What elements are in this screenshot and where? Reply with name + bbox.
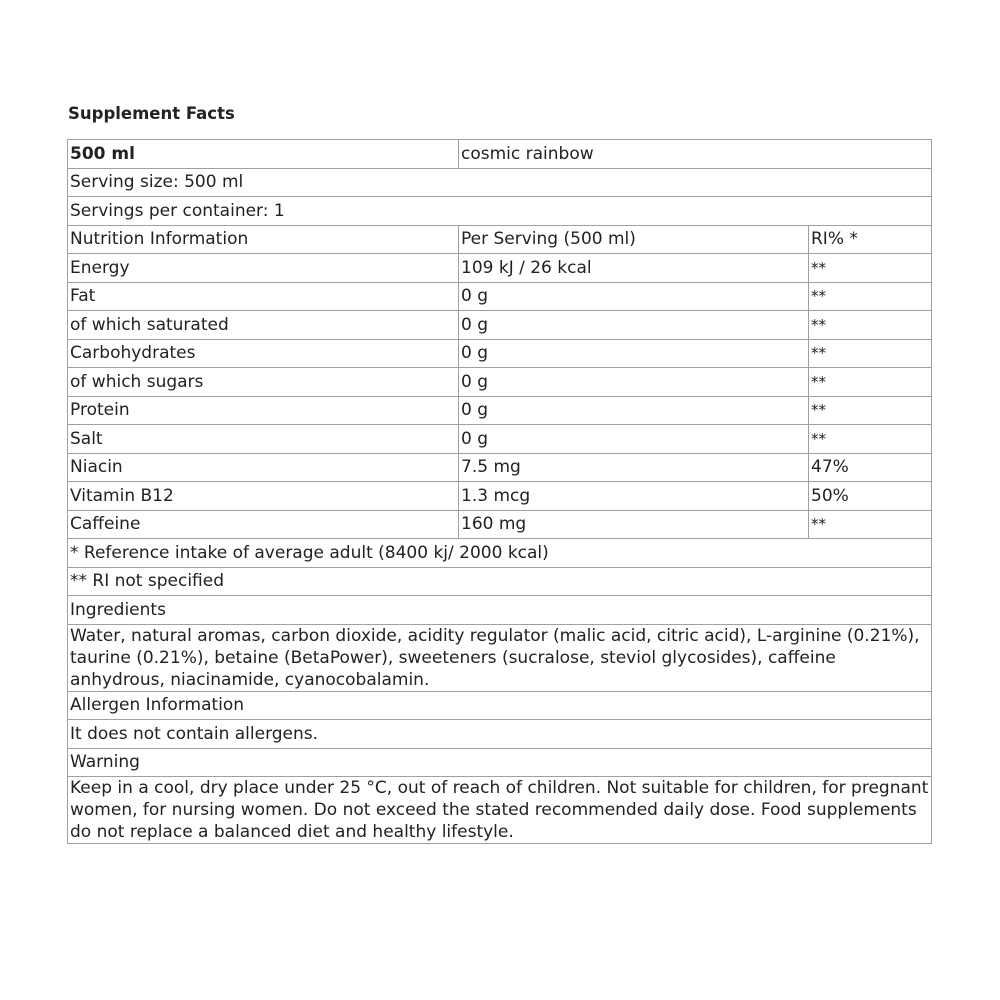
ri-not-specified-note: ** RI not specified [68,567,932,596]
nutrient-name: Vitamin B12 [68,482,459,511]
nutrient-ri: ** [809,510,932,539]
table-row [68,396,932,425]
nutrient-amount: 0 g [459,282,809,311]
nutrient-name: Caffeine [68,510,459,539]
table-row [68,510,932,539]
table-row-servings-per-container [68,197,932,226]
table-row [68,311,932,340]
table-row-warning-heading [68,748,932,777]
nutrient-amount: 0 g [459,311,809,340]
nutrient-name: Salt [68,425,459,454]
warning-text: Keep in a cool, dry place under 25 °C, out of reach of children. Not suitable for children, for pregnant women, for nursing women. Do not exceed the stated recommended daily dose. Food supplements do not replace a balanced diet and healthy lifestyle. [68,777,932,844]
ri-header: RI% * [809,225,932,254]
nutrient-name: Protein [68,396,459,425]
table-row-allergen-text [68,720,932,749]
flavor-cell: cosmic rainbow [459,140,932,169]
table-row [68,339,932,368]
servings-per-container-cell: Servings per container: 1 [68,197,932,226]
nutrient-amount: 0 g [459,396,809,425]
nutrient-amount: 0 g [459,368,809,397]
nutrient-amount: 109 kJ / 26 kcal [459,254,809,283]
nutrient-ri: ** [809,254,932,283]
nutrient-name: Carbohydrates [68,339,459,368]
nutrient-name: of which sugars [68,368,459,397]
nutrient-ri: ** [809,368,932,397]
nutrient-ri: ** [809,339,932,368]
reference-intake-note: * Reference intake of average adult (8400 kj/ 2000 kcal) [68,539,932,568]
size-cell: 500 ml [68,140,459,169]
table-row-ingredients-heading [68,596,932,625]
table-row [68,282,932,311]
table-row [68,453,932,482]
serving-size-cell: Serving size: 500 ml [68,168,932,197]
ingredients-heading: Ingredients [68,596,932,625]
page-title: Supplement Facts [68,104,235,123]
nutrient-amount: 7.5 mg [459,453,809,482]
table-row [68,254,932,283]
nutrient-ri: 47% [809,453,932,482]
nutrient-amount: 0 g [459,425,809,454]
table-row-serving-size [68,168,932,197]
ingredients-text: Water, natural aromas, carbon dioxide, acidity regulator (malic acid, citric acid), L-arginine (0.21%), taurine (0.21%), betaine (BetaPower), sweeteners (sucralose, steviol glycosides), caffeine anhydrous, niacinamide, cyanocobalamin. [68,624,932,691]
nutrient-amount: 160 mg [459,510,809,539]
nutrition-label-header: Nutrition Information [68,225,459,254]
table-row-header [68,140,932,169]
table-row-warning-text [68,777,932,844]
nutrient-name: of which saturated [68,311,459,340]
nutrient-ri: ** [809,425,932,454]
nutrient-amount: 0 g [459,339,809,368]
table-row-footnote-not-specified [68,567,932,596]
nutrient-ri: ** [809,396,932,425]
table-row-nutrition-header [68,225,932,254]
table-row [68,425,932,454]
nutrient-ri: ** [809,282,932,311]
nutrient-ri: ** [809,311,932,340]
allergen-text: It does not contain allergens. [68,720,932,749]
table-row-ingredients-text [68,624,932,691]
nutrient-amount: 1.3 mcg [459,482,809,511]
table-row-footnote-reference [68,539,932,568]
table-row-allergen-heading [68,691,932,720]
nutrient-name: Fat [68,282,459,311]
allergen-heading: Allergen Information [68,691,932,720]
table-row [68,368,932,397]
per-serving-header: Per Serving (500 ml) [459,225,809,254]
supplement-facts-table [67,139,932,844]
nutrient-ri: 50% [809,482,932,511]
table-row [68,482,932,511]
nutrient-name: Niacin [68,453,459,482]
nutrient-name: Energy [68,254,459,283]
warning-heading: Warning [68,748,932,777]
